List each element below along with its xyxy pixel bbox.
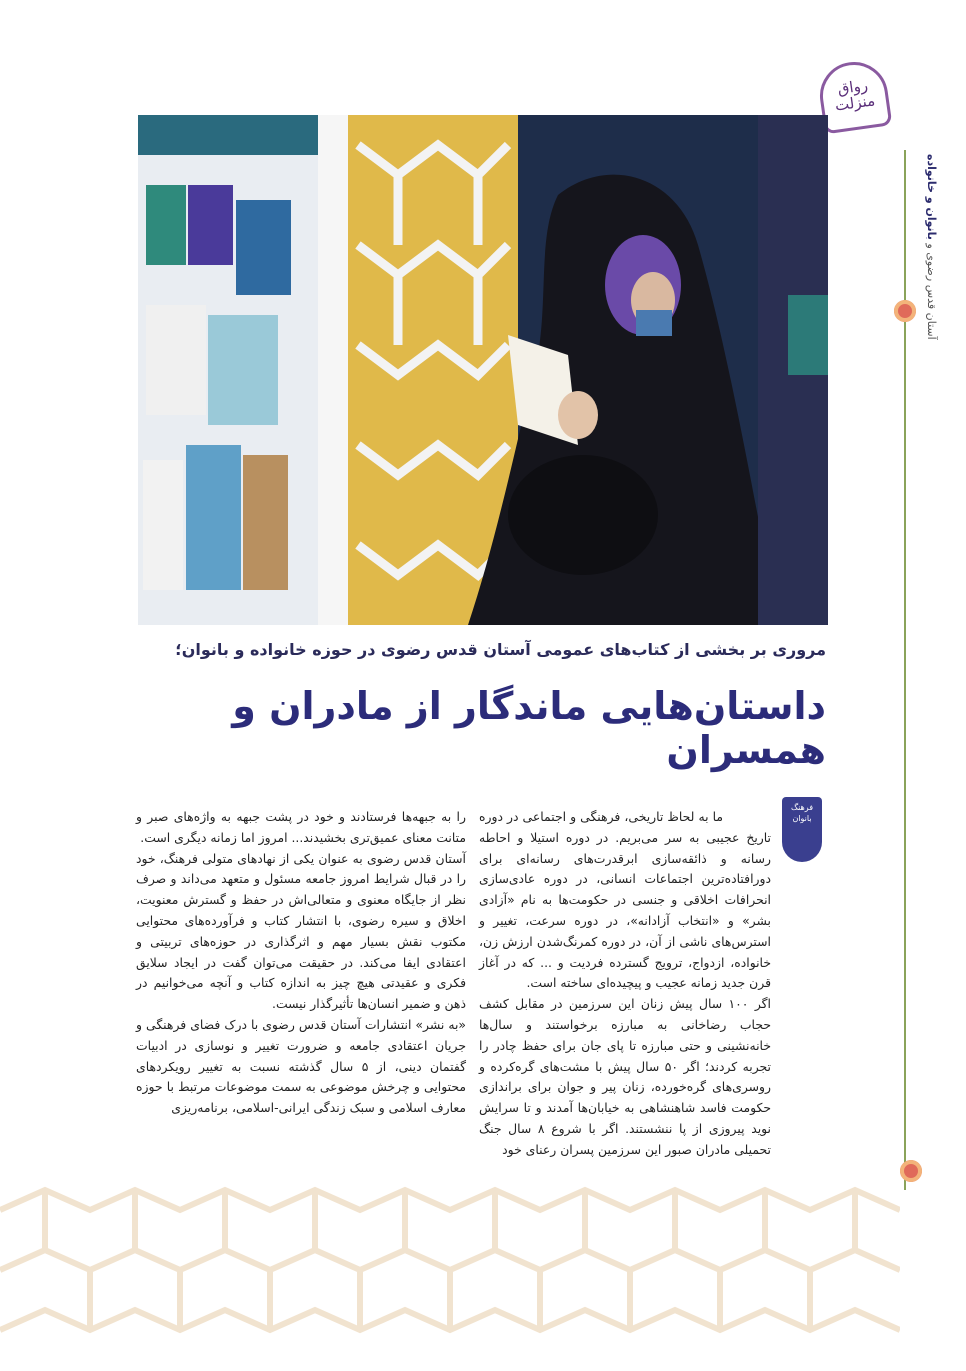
article-paragraph: را به جبهه‌ها فرستادند و خود در پشت جبهه به واژه‌های صبر و متانت معنای عمیق‌تری بخشیدند... امروز اما زمانه دیگری است. [136, 809, 466, 845]
article-paragraph: اگر ۱۰۰ سال پیش زنان این سرزمین در مقابل کشف حجاب رضاخانی به مبارزه برخواستند و سال‌ها خانه‌نشینی و حتی مبارزه تا پای جان برای حفظ چادر را تجربه کردند؛ اگر ۵۰ سال پیش با مشت‌های گره‌کرده و روسری‌های گره‌خورده، زنان پیر و جوان برای براندازی حکومت فاسد شاهنشاهی به خیابان‌ها آمدند و تا سرایش نوید پیروزی از پا ننشستند. اگر با شروع ۸ سال جنگ تحمیلی مادران صبور این سرزمین پسران رعنای خود [479, 996, 771, 1157]
section-side-label: آستان قدس رضوی و بانوان و خانواده [925, 154, 938, 340]
badge-label: بانوان [792, 814, 812, 824]
flower-ornament-icon [900, 1160, 922, 1182]
badge-label: فرهنگ [790, 803, 814, 812]
magazine-logo: رواق منزلت [816, 58, 893, 135]
article-photo [138, 115, 828, 625]
article-paragraph: آستان قدس رضوی به عنوان یکی از نهادهای متولی فرهنگ، خود را در قبال شرایط امروز جامعه مسئول و متعهد می‌داند و صرف نظر از جایگاه معنوی و متعالی‌اش در حفظ و گسترش معنویت، اخلاق و سیره رضوی، با انتشار کتاب و فرآورده‌های محتوایی مکتوب نقش بسیار مهم و اثرگذاری در حوزه‌های تربیتی و اعتقادی ایفا می‌کند. در حقیقت می‌توان گفت در ایجاد سلایق فکری و عقیدتی هیچ چیز به اندازه کتاب و آنچه می‌خوانیم در ذهن و ضمیر انسان‌ها تأثیرگذار نیست. [136, 850, 466, 1012]
bottom-lattice-ornament [0, 1180, 900, 1371]
article-paragraph: «به نشر» انتشارات آستان قدس رضوی با درک فضای فرهنگی و جریان اعتقادی جامعه و ضرورت تغییر و نوسازی در ادبیات گفتمان دینی، از ۵ سال گذشته نسبت به تغییر رویکردهای محتوایی و چرخش موضوعی به سمت موضوعات مرتبط با حوزه معارف اسلامی و سبک زندگی ایرانی-اسلامی، برنامه‌ریزی [136, 1016, 466, 1116]
flower-ornament-icon [894, 300, 916, 322]
article-column-left [136, 807, 466, 1119]
article-column-right [479, 807, 771, 1161]
article-headline: داستان‌هایی ماندگار از مادران و همسران [232, 684, 826, 772]
section-badge [782, 797, 822, 862]
article-kicker: مروری بر بخشی از کتاب‌های عمومی آستان قدس رضوی در حوزه خانواده و بانوان؛ [175, 640, 826, 659]
article-paragraph: ما به لحاظ تاریخی، فرهنگی و اجتماعی در دوره تاریخ عجیبی به سر می‌بریم. در دوره استیلا و احاطه رسانه و ذائقه‌سازی ابرقدرت‌های رسانه‌ای برای دورافتاده‌ترین اجتماعات انسانی، در دوره عادی‌سازی انحرافات اخلاقی و جنسی در حکومت‌ها به نام «آزادی بشر» و «انتخاب آزادانه»، در دوره سرعت، تغییر و استرس‌های ناشی از آن، در دوره کمرنگ‌شدن ارزش زن، خانواده، ازدواج، ترویج گسترده فردیت و ... که در آغاز قرن جدید زمانه عجیب و پیچیده‌ای ساخته است. [479, 809, 771, 991]
